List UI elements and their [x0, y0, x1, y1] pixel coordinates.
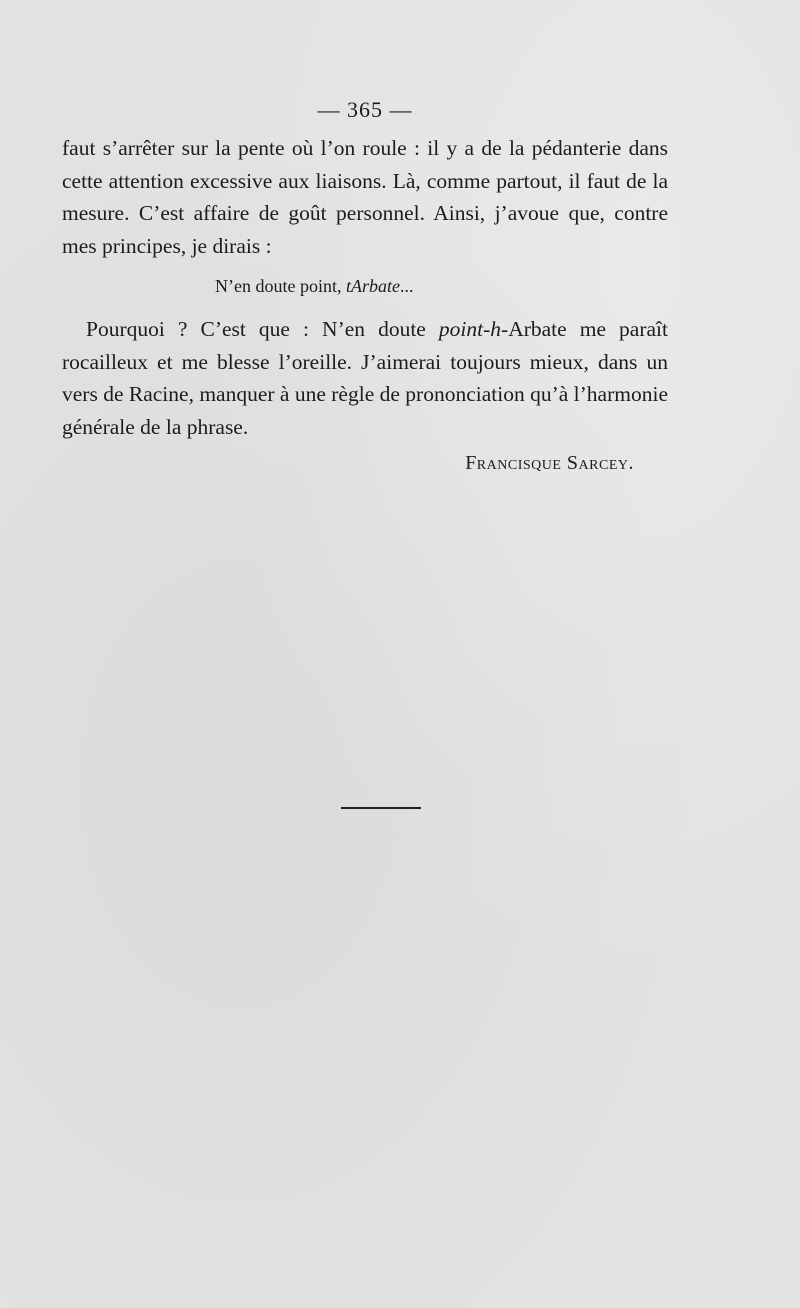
paragraph-2	[62, 313, 668, 443]
author-signature: Francisque Sarcey.	[465, 452, 634, 474]
paragraph-2-part-2: Arbate me paraît rocailleux et me blesse l’oreille. J’aimerai toujours mieux, dans un vers de Racine, manquer à une règle de prononciation qu’à l’harmonie générale de la phrase.	[62, 317, 668, 439]
paragraph-1: faut s’arrêter sur la pente où l’on roule : il y a de la pédanterie dans cette attention excessive aux liaisons. Là, comme partout, il faut de la mesure. C’est affaire de goût personnel. Ainsi, j’avoue que, contre mes principes, je dirais :	[62, 136, 668, 258]
paragraph-2-part-1: Pourquoi ? C’est que : N’en doute	[86, 317, 439, 341]
section-divider-rule	[341, 807, 421, 809]
verse-prefix: N’en doute point,	[215, 276, 346, 296]
verse-quote	[215, 276, 413, 297]
paragraph-2-italic: point-h-	[438, 317, 509, 341]
verse-name: tArbate	[345, 276, 400, 296]
verse-suffix: ...	[399, 276, 414, 296]
page-number: — 365 —	[317, 97, 413, 122]
